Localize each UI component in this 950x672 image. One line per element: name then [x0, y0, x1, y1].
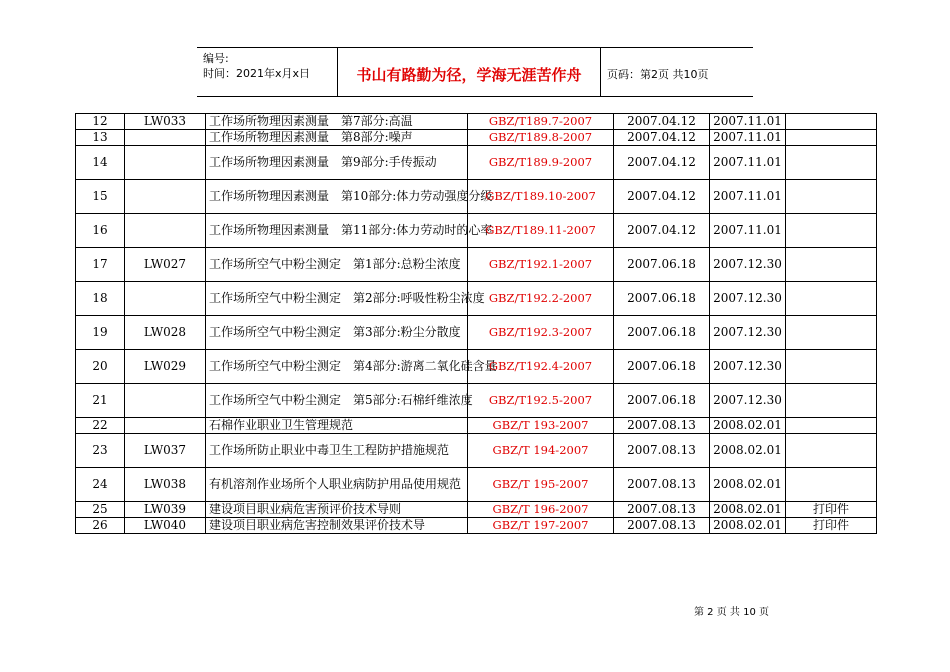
row-number: 15 — [76, 180, 125, 214]
publish-date: 2007.06.18 — [614, 350, 710, 384]
standard-code: GBZ/T192.5-2007 — [468, 384, 614, 418]
publish-date: 2007.06.18 — [614, 316, 710, 350]
row-number: 19 — [76, 316, 125, 350]
row-id: LW029 — [125, 350, 206, 384]
row-number: 16 — [76, 214, 125, 248]
row-number: 22 — [76, 418, 125, 434]
row-id: LW033 — [125, 114, 206, 130]
table-row — [76, 384, 877, 418]
standard-title: 工作场所空气中粉尘测定 第2部分:呼吸性粉尘浓度 — [206, 282, 468, 316]
publish-date: 2007.06.18 — [614, 248, 710, 282]
table-row — [76, 418, 877, 434]
table-row — [76, 518, 877, 534]
row-number: 13 — [76, 130, 125, 146]
header-page-info: 页码：第2页 共10页 — [607, 68, 709, 81]
row-id — [125, 180, 206, 214]
row-note — [786, 282, 877, 316]
standard-code: GBZ/T189.9-2007 — [468, 146, 614, 180]
code-label: 编号: — [203, 52, 229, 65]
row-note: 打印件 — [786, 518, 877, 534]
table-row — [76, 468, 877, 502]
standard-title: 工作场所空气中粉尘测定 第4部分:游离二氧化硅含量 — [206, 350, 468, 384]
page-footer: 第 2 页 共 10 页 — [694, 607, 769, 618]
implement-date: 2007.12.30 — [710, 350, 786, 384]
table-row — [76, 350, 877, 384]
standard-title: 建设项目职业病危害预评价技术导则 — [206, 502, 468, 518]
implement-date: 2007.12.30 — [710, 316, 786, 350]
implement-date: 2008.02.01 — [710, 434, 786, 468]
row-note: 打印件 — [786, 502, 877, 518]
standard-code: GBZ/T192.4-2007 — [468, 350, 614, 384]
publish-date: 2007.04.12 — [614, 214, 710, 248]
implement-date: 2007.12.30 — [710, 248, 786, 282]
standard-title: 工作场所物理因素测量 第9部分:手传振动 — [206, 146, 468, 180]
implement-date: 2007.12.30 — [710, 282, 786, 316]
implement-date: 2008.02.01 — [710, 502, 786, 518]
row-number: 14 — [76, 146, 125, 180]
publish-date: 2007.04.12 — [614, 130, 710, 146]
standard-code: GBZ/T192.3-2007 — [468, 316, 614, 350]
table-row — [76, 214, 877, 248]
row-id — [125, 384, 206, 418]
standard-title: 工作场所物理因素测量 第7部分:高温 — [206, 114, 468, 130]
table-row — [76, 434, 877, 468]
row-number: 21 — [76, 384, 125, 418]
standard-title: 建设项目职业病危害控制效果评价技术导 — [206, 518, 468, 534]
standard-code: GBZ/T 193-2007 — [468, 418, 614, 434]
standard-code: GBZ/T189.10-2007 — [468, 180, 614, 214]
publish-date: 2007.08.13 — [614, 418, 710, 434]
row-id — [125, 130, 206, 146]
time-label: 时间：2021年x月x日 — [203, 67, 311, 80]
header-motto: 书山有路勤为径，学海无涯苦作舟 — [338, 48, 601, 96]
row-id: LW037 — [125, 434, 206, 468]
row-number: 18 — [76, 282, 125, 316]
publish-date: 2007.08.13 — [614, 502, 710, 518]
row-number: 26 — [76, 518, 125, 534]
row-id — [125, 146, 206, 180]
row-note — [786, 384, 877, 418]
publish-date: 2007.04.12 — [614, 180, 710, 214]
standard-title: 工作场所物理因素测量 第8部分:噪声 — [206, 130, 468, 146]
row-number: 20 — [76, 350, 125, 384]
row-number: 17 — [76, 248, 125, 282]
row-id: LW028 — [125, 316, 206, 350]
standard-code: GBZ/T192.1-2007 — [468, 248, 614, 282]
table-row — [76, 282, 877, 316]
implement-date: 2008.02.01 — [710, 468, 786, 502]
standard-title: 工作场所物理因素测量 第11部分:体力劳动时的心率 — [206, 214, 468, 248]
standard-code: GBZ/T 195-2007 — [468, 468, 614, 502]
implement-date: 2007.11.01 — [710, 214, 786, 248]
implement-date: 2007.12.30 — [710, 384, 786, 418]
standard-code: GBZ/T 197-2007 — [468, 518, 614, 534]
header-meta — [197, 48, 338, 96]
publish-date: 2007.08.13 — [614, 468, 710, 502]
row-number: 12 — [76, 114, 125, 130]
implement-date: 2007.11.01 — [710, 180, 786, 214]
row-note — [786, 316, 877, 350]
row-number: 23 — [76, 434, 125, 468]
standard-code: GBZ/T189.11-2007 — [468, 214, 614, 248]
implement-date: 2007.11.01 — [710, 146, 786, 180]
standard-code: GBZ/T 194-2007 — [468, 434, 614, 468]
standard-title: 工作场所空气中粉尘测定 第1部分:总粉尘浓度 — [206, 248, 468, 282]
table-row — [76, 502, 877, 518]
standard-title: 工作场所空气中粉尘测定 第5部分:石棉纤维浓度 — [206, 384, 468, 418]
publish-date: 2007.06.18 — [614, 384, 710, 418]
implement-date: 2007.11.01 — [710, 114, 786, 130]
standard-title: 工作场所防止职业中毒卫生工程防护措施规范 — [206, 434, 468, 468]
table-row — [76, 114, 877, 130]
row-id: LW038 — [125, 468, 206, 502]
table-row — [76, 130, 877, 146]
row-id: LW027 — [125, 248, 206, 282]
row-note — [786, 468, 877, 502]
publish-date: 2007.06.18 — [614, 282, 710, 316]
row-note — [786, 418, 877, 434]
table-row — [76, 180, 877, 214]
page-header — [197, 47, 753, 97]
row-id — [125, 214, 206, 248]
standard-title: 石棉作业职业卫生管理规范 — [206, 418, 468, 434]
row-number: 24 — [76, 468, 125, 502]
standard-code: GBZ/T 196-2007 — [468, 502, 614, 518]
implement-date: 2008.02.01 — [710, 518, 786, 534]
standard-code: GBZ/T189.8-2007 — [468, 130, 614, 146]
standard-title: 有机溶剂作业场所个人职业病防护用品使用规范 — [206, 468, 468, 502]
implement-date: 2007.11.01 — [710, 130, 786, 146]
row-note — [786, 350, 877, 384]
row-note — [786, 130, 877, 146]
row-note — [786, 114, 877, 130]
standard-title: 工作场所空气中粉尘测定 第3部分:粉尘分散度 — [206, 316, 468, 350]
row-note — [786, 146, 877, 180]
row-note — [786, 180, 877, 214]
row-id: LW039 — [125, 502, 206, 518]
publish-date: 2007.08.13 — [614, 434, 710, 468]
row-id — [125, 282, 206, 316]
table-row — [76, 146, 877, 180]
row-id: LW040 — [125, 518, 206, 534]
publish-date: 2007.04.12 — [614, 146, 710, 180]
table-row — [76, 316, 877, 350]
standards-table — [75, 113, 877, 534]
row-number: 25 — [76, 502, 125, 518]
standard-title: 工作场所物理因素测量 第10部分:体力劳动强度分级 — [206, 180, 468, 214]
row-note — [786, 434, 877, 468]
row-id — [125, 418, 206, 434]
row-note — [786, 248, 877, 282]
row-note — [786, 214, 877, 248]
standard-code: GBZ/T192.2-2007 — [468, 282, 614, 316]
publish-date: 2007.08.13 — [614, 518, 710, 534]
implement-date: 2008.02.01 — [710, 418, 786, 434]
publish-date: 2007.04.12 — [614, 114, 710, 130]
standard-code: GBZ/T189.7-2007 — [468, 114, 614, 130]
table-row — [76, 248, 877, 282]
